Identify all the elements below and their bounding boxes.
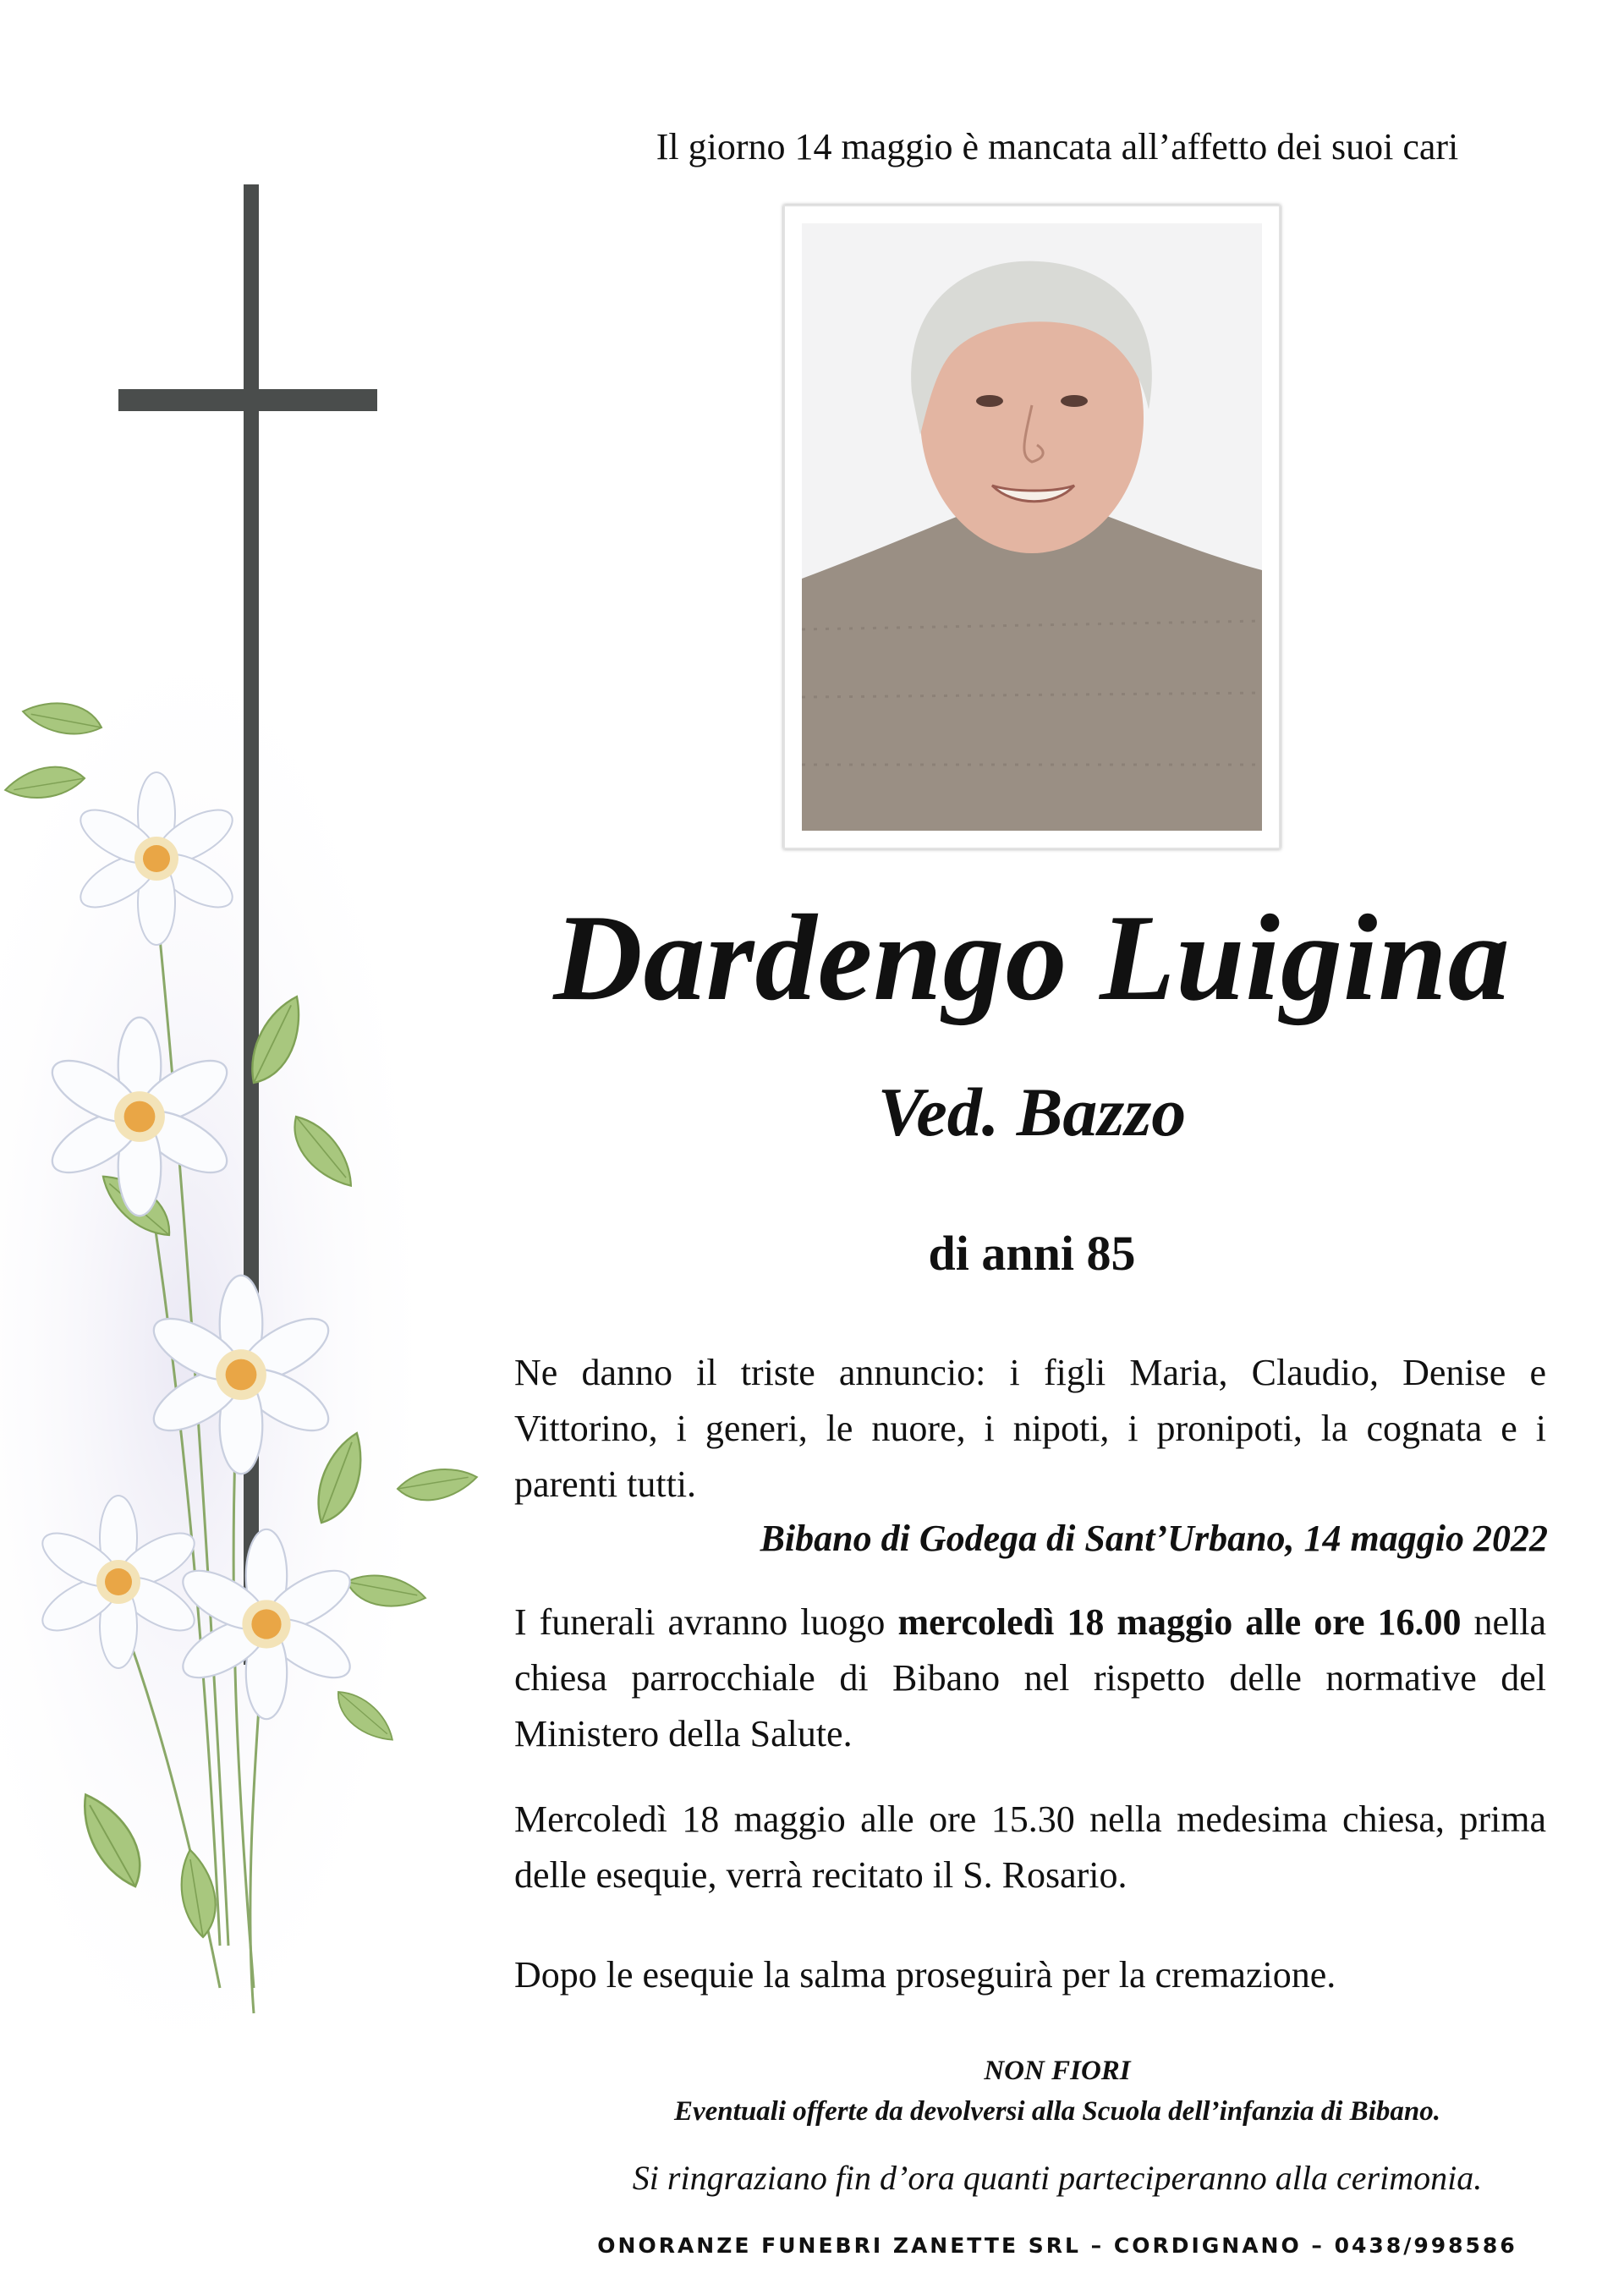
place-and-date: Bibano di Godega di Sant’Urbano, 14 maggio 2022: [760, 1518, 1548, 1559]
portrait-photo-frame: [783, 205, 1281, 849]
portrait-photo: [802, 223, 1262, 831]
age-line: di anni 85: [928, 1226, 1136, 1281]
funeral-info: [514, 1595, 1546, 1762]
offerings-note: Eventuali offerte da devolversi alla Scuola dell’infanzia di Bibano.: [674, 2096, 1440, 2127]
funeral-suffix: nella chiesa parrocchiale di Bibano nel rispetto delle normative del Ministero della Salute.: [514, 1601, 1546, 1754]
funeral-datetime: mercoledì 18 maggio alle ore 16.00: [897, 1601, 1462, 1643]
deceased-name: Dardengo Luigina: [553, 889, 1511, 1026]
intro-line: Il giorno 14 maggio è mancata all’affetto dei suoi cari: [656, 126, 1459, 167]
widow-of: Ved. Bazzo: [877, 1073, 1187, 1150]
funeral-home-footer: ONORANZE FUNEBRI ZANETTE SRL – CORDIGNANO – 0438/998586: [597, 2233, 1517, 2258]
cremation-info: Dopo le esequie la salma proseguirà per la cremazione.: [514, 1954, 1336, 1996]
thanks-line: Si ringraziano fin d’ora quanti parteciperanno alla cerimonia.: [632, 2159, 1483, 2197]
funeral-prefix: I funerali avranno luogo: [514, 1601, 898, 1643]
rosary-info: Mercoledì 18 maggio alle ore 15.30 nella medesima chiesa, prima delle esequie, verrà recitato il S. Rosario.: [514, 1798, 1546, 1896]
cross-and-flowers-decoration: [0, 0, 508, 2273]
no-flowers-note: NON FIORI: [984, 2056, 1131, 2086]
announcement-text: Ne danno il triste annuncio: i figli Maria, Claudio, Denise e Vittorino, i generi, le nuore, i nipoti, i pronipoti, la cognata e i parenti tutti.: [514, 1352, 1546, 1505]
